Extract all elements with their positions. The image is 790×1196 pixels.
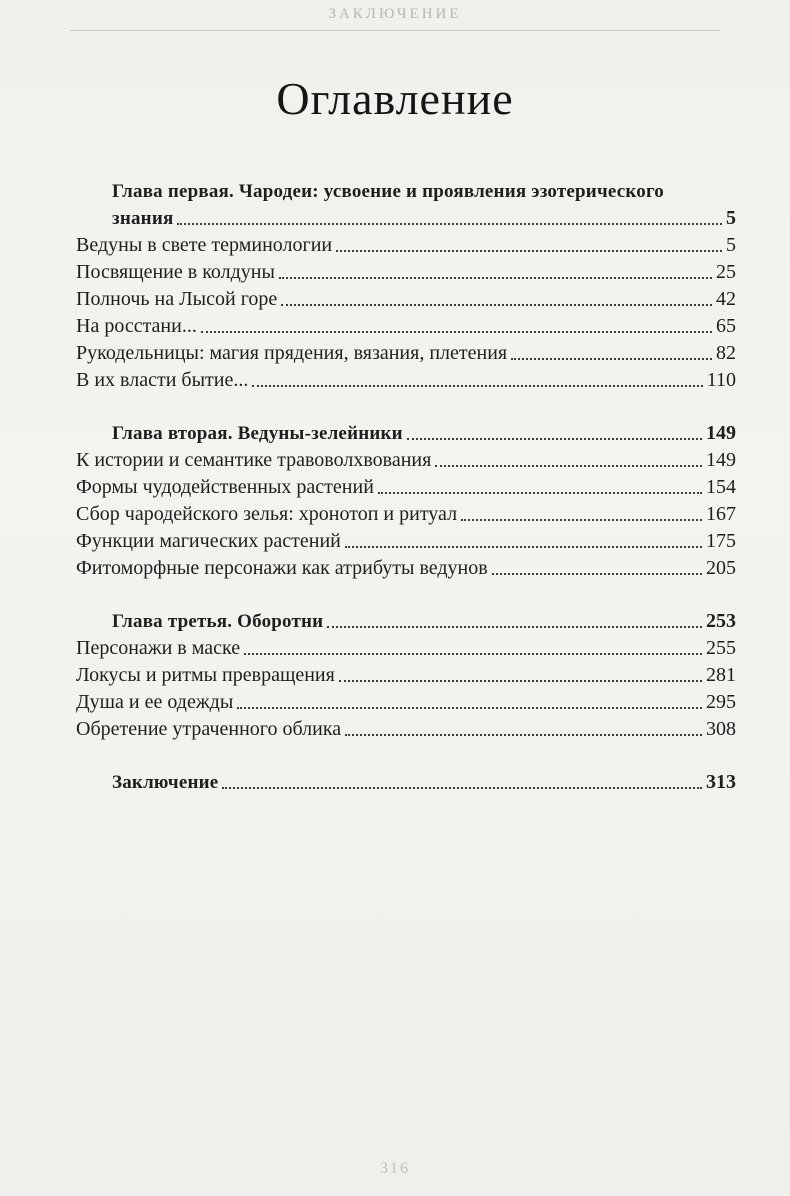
page-number: 110 <box>706 369 736 391</box>
section-title: Полночь на Лысой горе <box>76 288 278 310</box>
dot-leader <box>336 250 722 252</box>
section-title: Формы чудодейственных растений <box>76 476 374 498</box>
section-title: Локусы и ритмы превращения <box>76 664 335 686</box>
header-rule <box>70 30 720 31</box>
page-number: 255 <box>706 637 736 659</box>
dot-leader <box>345 734 702 736</box>
dot-leader <box>435 465 702 467</box>
page-number: 5 <box>726 234 736 256</box>
dot-leader <box>237 707 702 709</box>
toc-entry <box>76 232 736 259</box>
page-number: 154 <box>706 476 736 498</box>
page-number: 149 <box>706 449 736 471</box>
table-of-contents <box>76 178 736 796</box>
toc-entry <box>76 662 736 689</box>
conclusion-title: Заключение <box>112 772 219 793</box>
section-title: На росстани... <box>76 315 197 337</box>
toc-entry <box>76 635 736 662</box>
section-title: Сбор чародейского зелья: хронотоп и ритуал <box>76 503 458 525</box>
dot-leader <box>201 331 712 333</box>
section-title: Обретение утраченного облика <box>76 718 342 740</box>
chapter-title-entry <box>76 420 736 447</box>
dot-leader <box>222 787 702 789</box>
dot-leader <box>407 438 702 440</box>
page-number: 42 <box>716 288 736 310</box>
page-number: 5 <box>726 207 736 229</box>
dot-leader <box>252 385 702 387</box>
section-title: Посвящение в колдуны <box>76 261 275 283</box>
dot-leader <box>511 358 712 360</box>
page-title: Оглавление <box>276 73 514 124</box>
chapter-title: Глава вторая. Ведуны-зелейники <box>112 423 403 444</box>
toc-entry <box>76 689 736 716</box>
toc-entry <box>76 340 736 367</box>
toc-entry <box>76 555 736 582</box>
page-number: 313 <box>706 771 736 793</box>
page-number: 253 <box>706 610 736 632</box>
toc-entry <box>76 474 736 501</box>
page-number: 308 <box>706 718 736 740</box>
page-number: 82 <box>716 342 736 364</box>
page-number: 149 <box>706 422 736 444</box>
section-title: Фитоморфные персонажи как атрибуты ведунов <box>76 557 488 579</box>
dot-leader <box>378 492 702 494</box>
dot-leader <box>177 223 722 225</box>
page-number: 65 <box>716 315 736 337</box>
chapter-3 <box>76 608 736 743</box>
page-number: 25 <box>716 261 736 283</box>
dot-leader <box>345 546 702 548</box>
conclusion-entry <box>76 769 736 796</box>
chapter-title-cont: знания <box>112 208 174 229</box>
section-title: Рукодельницы: магия прядения, вязания, плетения <box>76 342 508 364</box>
section-title: Функции магических растений <box>76 530 341 552</box>
section-title: К истории и семантике травоволхвования <box>76 449 432 471</box>
chapter-title: Глава третья. Оборотни <box>112 611 324 632</box>
dot-leader <box>279 277 712 279</box>
section-title: Ведуны в свете терминологии <box>76 234 333 256</box>
toc-entry <box>76 313 736 340</box>
page-number: 167 <box>706 503 736 525</box>
toc-entry <box>76 716 736 743</box>
dot-leader <box>281 304 712 306</box>
toc-entry <box>76 259 736 286</box>
toc-entry <box>76 286 736 313</box>
chapter-title-entry <box>76 608 736 635</box>
chapter-2 <box>76 420 736 582</box>
page-number: 281 <box>706 664 736 686</box>
toc-entry <box>76 447 736 474</box>
page-folio: 316 <box>380 1160 410 1177</box>
toc-entry <box>76 367 736 394</box>
chapter-title: Глава первая. Чародеи: усвоение и проявления эзотерического <box>112 181 665 202</box>
chapter-1 <box>76 178 736 394</box>
dot-leader <box>492 573 702 575</box>
section-title: Душа и ее одежды <box>76 691 234 713</box>
section-title: В их власти бытие... <box>76 369 249 391</box>
running-head: ЗАКЛЮЧЕНИЕ <box>328 6 462 22</box>
page-number: 295 <box>706 691 736 713</box>
page-number: 175 <box>706 530 736 552</box>
chapter-title-entry <box>76 205 736 232</box>
dot-leader <box>327 626 702 628</box>
dot-leader <box>244 653 702 655</box>
toc-entry <box>76 501 736 528</box>
dot-leader <box>461 519 702 521</box>
dot-leader <box>339 680 702 682</box>
page-number: 205 <box>706 557 736 579</box>
toc-entry <box>76 528 736 555</box>
section-title: Персонажи в маске <box>76 637 241 659</box>
